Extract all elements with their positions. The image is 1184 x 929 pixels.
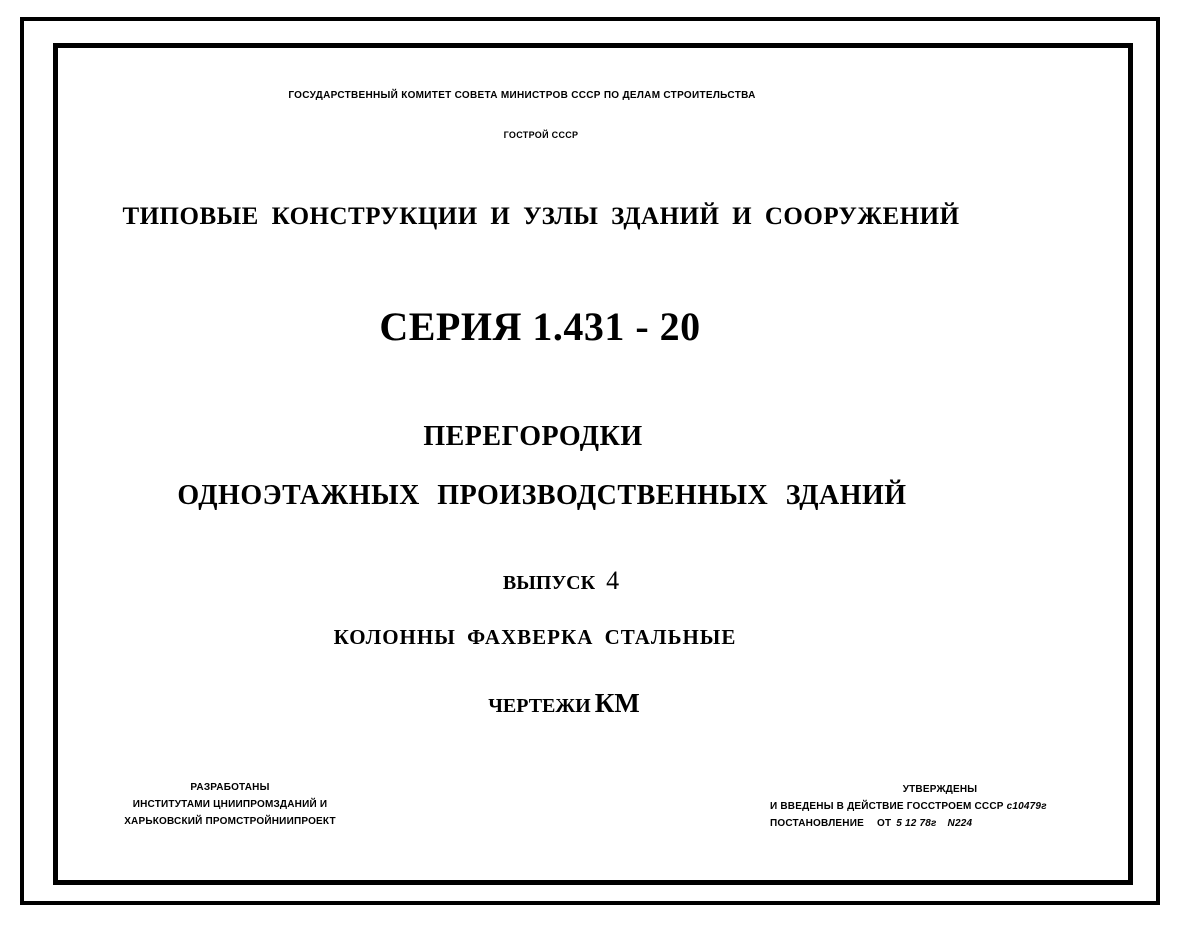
resolution-number: N224 (947, 818, 973, 829)
gosstroy-heading: ГОСТРОЙ СССР (503, 130, 579, 140)
developed-line-2: ИНСТИТУТАМИ ЦНИИПРОМЗДАНИЙ И (132, 799, 328, 810)
resolution-date: 5 12 78г (896, 818, 937, 829)
drawings-line (488, 688, 640, 719)
developed-line-3: ХАРЬКОВСКИЙ ПРОМСТРОЙНИИПРОЕКТ (124, 816, 336, 827)
resolution-from: ОТ (876, 818, 892, 829)
collection-title: ТИПОВЫЕ КОНСТРУКЦИИ И УЗЛЫ ЗДАНИЙ И СООРУЖЕНИЙ (122, 203, 960, 230)
approved-line-3 (770, 815, 1110, 832)
developed-by-block (70, 779, 390, 830)
issue-label: ВЫПУСК (502, 572, 596, 594)
issue-number: 4 (606, 566, 620, 595)
developed-line-1: РАЗРАБОТАНЫ (190, 782, 270, 793)
subject-line-2: ОДНОЭТАЖНЫХ ПРОИЗВОДСТВЕННЫХ ЗДАНИЙ (177, 480, 907, 511)
inner-border (53, 43, 1133, 885)
committee-heading: ГОСУДАРСТВЕННЫЙ КОМИТЕТ СОВЕТА МИНИСТРОВ СССР ПО ДЕЛАМ СТРОИТЕЛЬСТВА (288, 90, 756, 101)
series-title: СЕРИЯ 1.431 - 20 (379, 304, 701, 349)
approved-line-2 (770, 798, 1110, 815)
approval-block (770, 781, 1110, 832)
subject-line-1: ПЕРЕГОРОДКИ (423, 421, 643, 452)
approved-line-1: УТВЕРЖДЕНЫ (902, 784, 978, 795)
approved-line-2-text: И ВВЕДЕНЫ В ДЕЙСТВИЕ ГОССТРОЕМ СССР (770, 801, 1004, 812)
resolution-label: ПОСТАНОВЛЕНИЕ (770, 818, 864, 829)
issue-title: КОЛОННЫ ФАХВЕРКА СТАЛЬНЫЕ (333, 625, 737, 649)
approved-line-2-date: с10479г (1006, 801, 1047, 812)
issue-line (503, 566, 619, 596)
drawings-label: ЧЕРТЕЖИ (488, 695, 591, 717)
drawings-code: КМ (594, 688, 640, 718)
